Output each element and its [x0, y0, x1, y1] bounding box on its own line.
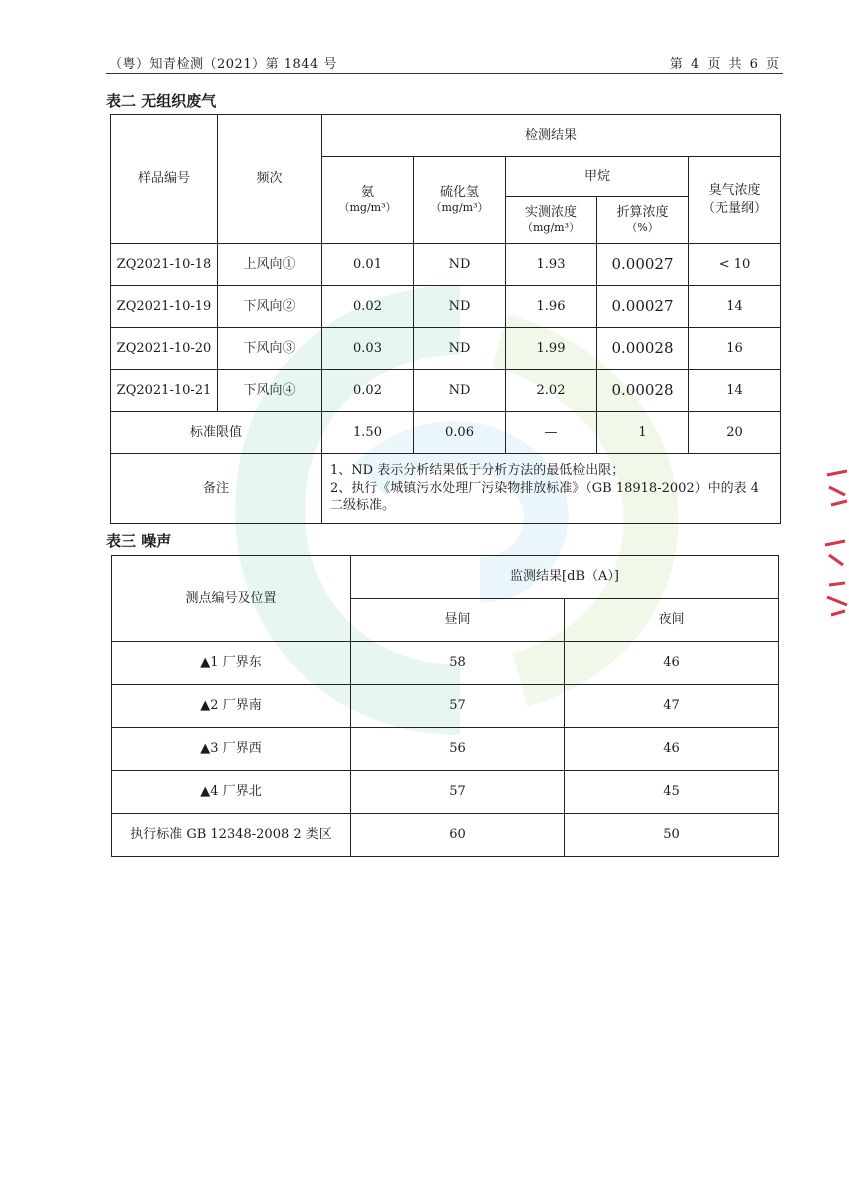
- header-divider: [106, 73, 783, 74]
- exhaust-gas-table: [110, 114, 781, 524]
- cell-point: ▲3 厂界西: [112, 728, 351, 771]
- header-frequency: 频次: [218, 115, 322, 244]
- cell-limit-ammonia: 1.50: [322, 412, 414, 454]
- cell-h2s: ND: [414, 244, 506, 286]
- cell-night: 46: [565, 728, 779, 771]
- cell-night: 45: [565, 771, 779, 814]
- header-converted: 折算浓度 （%）: [597, 197, 689, 244]
- cell-frequency: 下风向②: [218, 286, 322, 328]
- remark-line-2: 2、执行《城镇污水处理厂污染物排放标准》（GB 18918-2002）中的表 4 二级标准。: [330, 480, 760, 514]
- cell-odor: < 10: [689, 244, 781, 286]
- cell-frequency: 上风向①: [218, 244, 322, 286]
- seal-stamp-icon: [819, 465, 849, 635]
- table-row: [112, 771, 779, 814]
- cell-h2s: ND: [414, 286, 506, 328]
- table-row: [111, 286, 781, 328]
- cell-remarks-label: 备注: [111, 454, 322, 524]
- header-day: 昼间: [351, 599, 565, 642]
- limit-row: [111, 412, 781, 454]
- cell-ammonia: 0.02: [322, 286, 414, 328]
- cell-sample-id: ZQ2021-10-21: [111, 370, 218, 412]
- cell-methane: 1.99: [506, 328, 597, 370]
- header-sample-no: 样品编号: [111, 115, 218, 244]
- cell-limit-odor: 20: [689, 412, 781, 454]
- cell-methane: 1.93: [506, 244, 597, 286]
- cell-day: 57: [351, 685, 565, 728]
- header-odor: 臭气浓度 （无量纲）: [689, 157, 781, 244]
- header-point: 测点编号及位置: [112, 556, 351, 642]
- header-methane: 甲烷: [506, 157, 689, 197]
- cell-odor: 16: [689, 328, 781, 370]
- table-row: [112, 642, 779, 685]
- header-h2s: 硫化氢 （mg/m³）: [414, 157, 506, 244]
- cell-sample-id: ZQ2021-10-20: [111, 328, 218, 370]
- header-measured: 实测浓度 （mg/m³）: [506, 197, 597, 244]
- header-result: 监测结果[dB（A）]: [351, 556, 779, 599]
- cell-methane-pct: 0.00028: [597, 328, 689, 370]
- cell-methane-pct: 0.00027: [597, 286, 689, 328]
- cell-day: 58: [351, 642, 565, 685]
- cell-methane: 2.02: [506, 370, 597, 412]
- cell-limit-methane-pct: 1: [597, 412, 689, 454]
- cell-point: ▲4 厂界北: [112, 771, 351, 814]
- cell-night: 47: [565, 685, 779, 728]
- cell-methane-pct: 0.00028: [597, 370, 689, 412]
- cell-point: ▲1 厂界东: [112, 642, 351, 685]
- cell-ammonia: 0.03: [322, 328, 414, 370]
- cell-night: 46: [565, 642, 779, 685]
- cell-frequency: 下风向③: [218, 328, 322, 370]
- cell-limit-label: 标准限值: [111, 412, 322, 454]
- cell-h2s: ND: [414, 370, 506, 412]
- cell-odor: 14: [689, 370, 781, 412]
- cell-limit-methane: —: [506, 412, 597, 454]
- cell-point: ▲2 厂界南: [112, 685, 351, 728]
- cell-ammonia: 0.02: [322, 370, 414, 412]
- header-results: 检测结果: [322, 115, 781, 157]
- page-indicator: 第 4 页 共 6 页: [669, 57, 781, 72]
- table-row: [111, 244, 781, 286]
- table-row: [112, 728, 779, 771]
- cell-methane: 1.96: [506, 286, 597, 328]
- cell-ammonia: 0.01: [322, 244, 414, 286]
- cell-day: 56: [351, 728, 565, 771]
- cell-standard-day: 60: [351, 814, 565, 857]
- table2-title: 表二 无组织废气: [106, 92, 217, 110]
- cell-standard-night: 50: [565, 814, 779, 857]
- remark-line-1: 1、ND 表示分析结果低于分析方法的最低检出限；: [330, 463, 625, 479]
- header-night: 夜间: [565, 599, 779, 642]
- report-number: （粤）知青检测（2021）第 1844 号: [109, 57, 337, 72]
- cell-remarks-content: [322, 454, 781, 524]
- remarks-row: [111, 454, 781, 524]
- cell-h2s: ND: [414, 328, 506, 370]
- cell-methane-pct: 0.00027: [597, 244, 689, 286]
- table-row: [112, 685, 779, 728]
- cell-odor: 14: [689, 286, 781, 328]
- standard-row: [112, 814, 779, 857]
- cell-frequency: 下风向④: [218, 370, 322, 412]
- cell-sample-id: ZQ2021-10-19: [111, 286, 218, 328]
- cell-standard-label: 执行标准 GB 12348-2008 2 类区: [112, 814, 351, 857]
- table-row: [111, 328, 781, 370]
- noise-table: [111, 555, 779, 857]
- table-row: [111, 370, 781, 412]
- cell-day: 57: [351, 771, 565, 814]
- table3-title: 表三 噪声: [106, 532, 172, 550]
- cell-limit-h2s: 0.06: [414, 412, 506, 454]
- header-ammonia: 氨 （mg/m³）: [322, 157, 414, 244]
- cell-sample-id: ZQ2021-10-18: [111, 244, 218, 286]
